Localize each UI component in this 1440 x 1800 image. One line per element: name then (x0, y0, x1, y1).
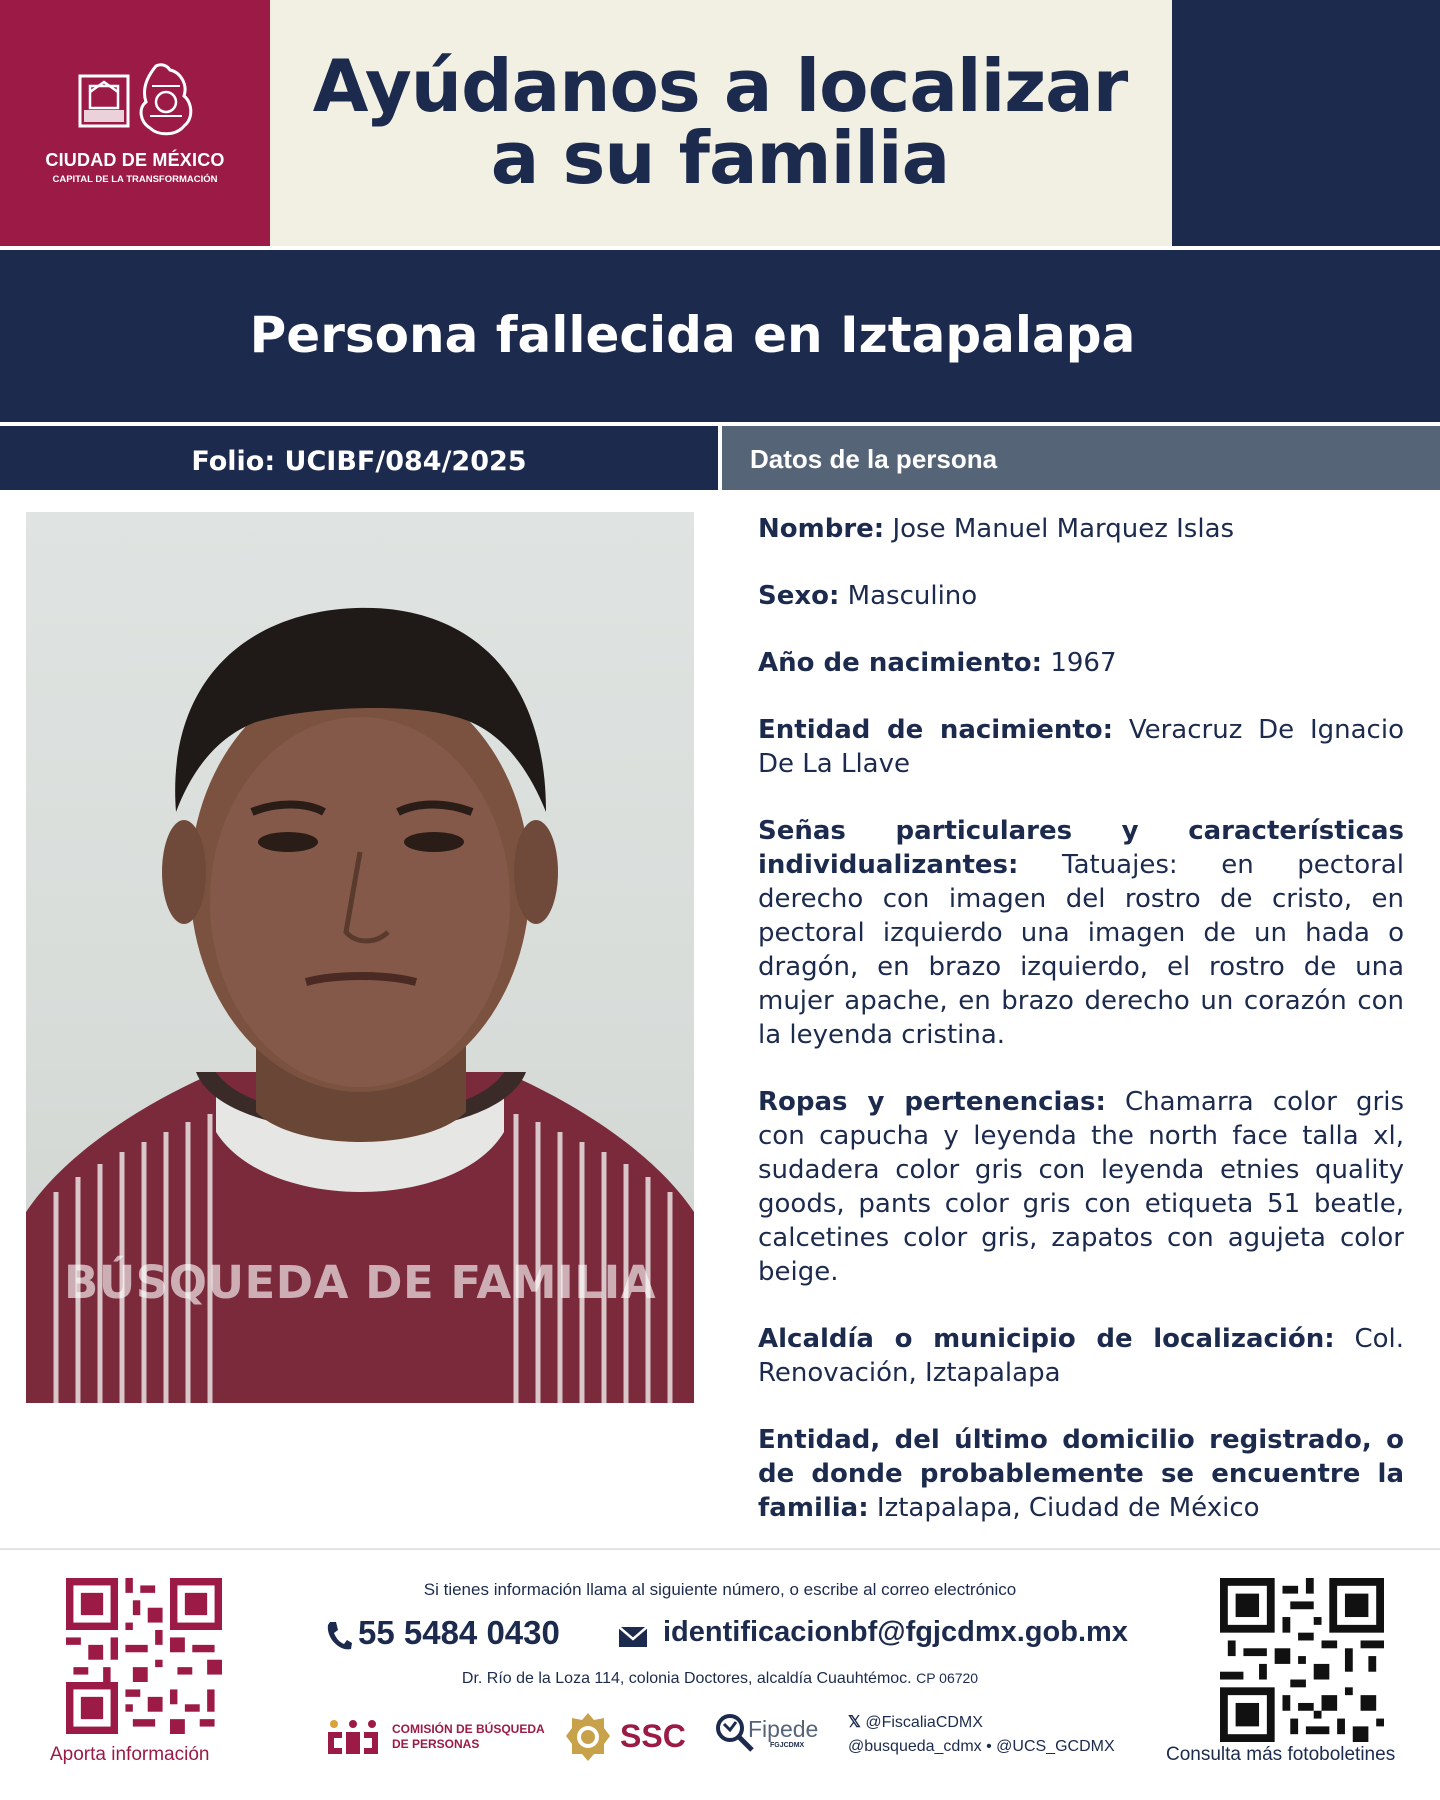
nombre-label: Nombre: (758, 514, 885, 544)
datos-bar (722, 426, 1440, 490)
sexo-label: Sexo: (758, 581, 840, 611)
field-sexo (758, 579, 1404, 613)
folio-number: Folio: UCIBF/084/2025 (191, 446, 527, 477)
fipede-logo-text: Fipede (748, 1716, 819, 1742)
postal-code: CP 06720 (916, 1670, 979, 1686)
footer-divider (0, 1548, 1440, 1550)
field-entidad-nacimiento (758, 713, 1404, 781)
anio-value: 1967 (1050, 648, 1117, 678)
address-text: Dr. Río de la Loza 114, colonia Doctores, alcaldía Cuauhtémoc. (461, 1670, 912, 1687)
senas-label: Señas particulares y características individualizantes: (758, 816, 1404, 880)
office-address (300, 1670, 1140, 1688)
page-title (300, 44, 1140, 200)
phone-number[interactable]: 55 5484 0430 (358, 1614, 560, 1651)
aporta-informacion-link[interactable]: Aporta información (50, 1744, 210, 1765)
status-banner (0, 250, 1440, 422)
field-anio (758, 646, 1404, 680)
entidad-value: Veracruz De Ignacio De La Llave (758, 715, 1404, 779)
mail-icon (618, 1626, 648, 1648)
cdmx-subtitle: CAPITAL DE LA TRANSFORMACIÓN (52, 174, 218, 185)
ssc-logo-text: SSC (620, 1718, 686, 1754)
nombre-value: Jose Manuel Marquez Islas (892, 514, 1235, 544)
cdmx-name: CIUDAD DE MÉXICO (45, 150, 225, 170)
title-line-2: a su familia (490, 116, 950, 200)
person-photo (26, 512, 694, 1403)
fgj-panel (1172, 0, 1440, 246)
photo-watermark: BÚSQUEDA DE FAMILIA (63, 1256, 657, 1309)
alcaldia-label: Alcaldía o municipio de localización: (758, 1324, 1335, 1354)
twitter-handle[interactable] (848, 1712, 983, 1732)
phone-icon (324, 1620, 352, 1652)
sexo-value: Masculino (847, 581, 978, 611)
fipede-subtitle: FGJCDMX (770, 1742, 805, 1749)
comision-line-1: COMISIÓN DE BÚSQUEDA (392, 1722, 545, 1736)
anio-label: Año de nacimiento: (758, 648, 1043, 678)
ropas-value: Chamarra color gris con capucha y leyenda the north face talla xl, sudadera color gris con leyenda etnies quality goods, pants color gris con etiqueta 51 beatle, calcetines color gris, zapatos con agujeta color beige. (758, 1087, 1405, 1287)
qr-code-consulta-icon[interactable] (1220, 1578, 1384, 1742)
ropas-label: Ropas y pertenencias: (758, 1087, 1106, 1117)
domicilio-label: Entidad, del último domicilio registrado, o de donde probablemente se encuentre la familia: (758, 1425, 1404, 1523)
comision-busqueda-logo-icon (326, 1718, 380, 1756)
ssc-badge-icon (566, 1712, 610, 1762)
email-address[interactable]: identificacionbf@fgjcdmx.gob.mx (663, 1616, 1128, 1648)
twitter-handle-text: @FiscaliaCDMX (865, 1714, 983, 1731)
field-nombre (758, 512, 1404, 546)
banner-title: Persona fallecida en Iztapalapa (249, 306, 1136, 364)
social-handles[interactable]: @busqueda_cdmx • @UCS_GCDMX (848, 1738, 1115, 1755)
domicilio-value: Iztapalapa, Ciudad de México (876, 1493, 1260, 1523)
folio-bar (0, 426, 718, 490)
field-alcaldia (758, 1322, 1404, 1390)
entidad-label: Entidad de nacimiento: (758, 715, 1114, 745)
qr-code-aporta-icon[interactable] (66, 1578, 222, 1734)
field-senas (758, 814, 1404, 1052)
senas-value: Tatuajes: en pectoral derecho con imagen del rostro de cristo, en pectoral izquierdo una imagen de un hada o dragón, en brazo izquierdo, el rostro de una mujer apache, en brazo derecho un corazón con la leyenda cristina. (758, 850, 1405, 1050)
datos-heading: Datos de la persona (750, 444, 998, 474)
comision-line-2: DE PERSONAS (392, 1737, 480, 1751)
contact-intro: Si tienes información llama al siguiente número, o escribe al correo electrónico (423, 1580, 1017, 1599)
cdmx-panel (0, 0, 270, 246)
person-data (758, 512, 1404, 1558)
field-domicilio (758, 1423, 1404, 1525)
header (0, 0, 1440, 246)
field-ropas (758, 1085, 1404, 1289)
x-twitter-icon: 𝕏 (848, 1714, 861, 1731)
comision-busqueda-name (392, 1722, 545, 1752)
alcaldia-value: Col. Renovación, Iztapalapa (758, 1324, 1404, 1388)
consulta-fotoboletines-link[interactable]: Consulta más fotoboletines (1166, 1744, 1396, 1765)
cdmx-coat-of-arms-icon (76, 62, 198, 142)
title-line-1: Ayúdanos a localizar (312, 44, 1128, 128)
